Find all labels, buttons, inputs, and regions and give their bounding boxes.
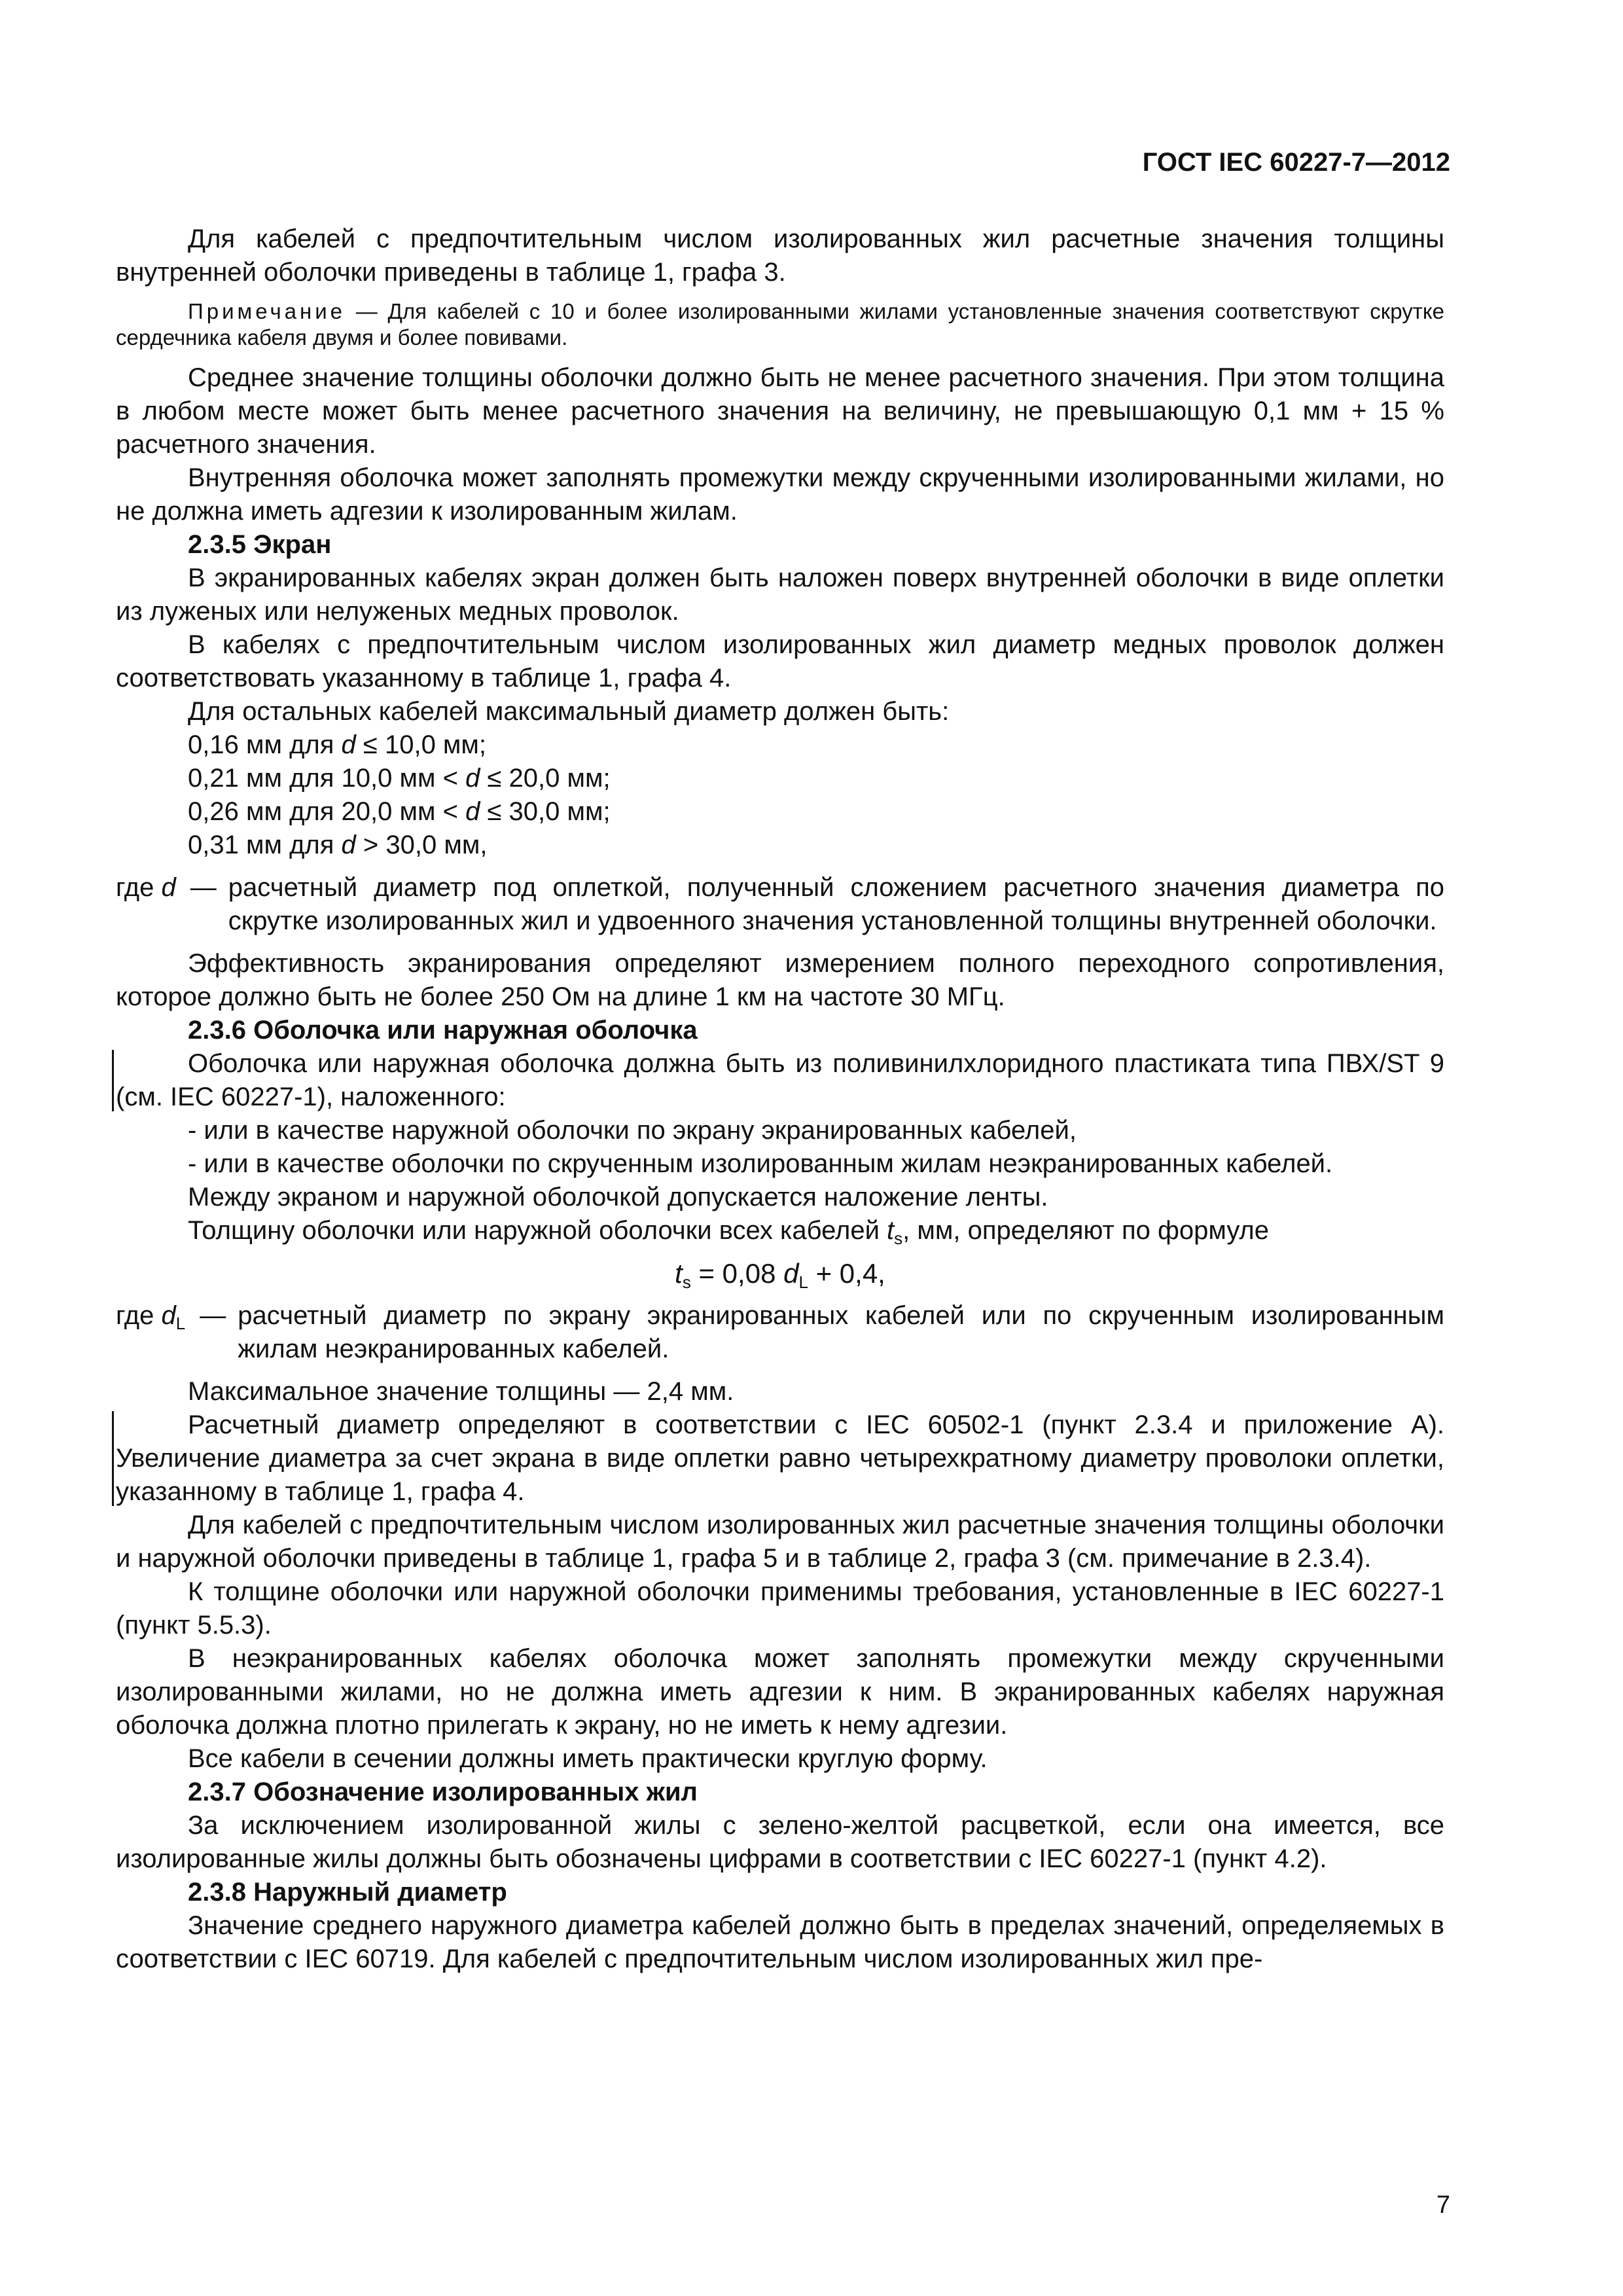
paragraph: Между экраном и наружной оболочкой допускается наложение ленты. <box>188 1183 1048 1211</box>
formula: $t_s = 0,08$ $d_L + 0,4$, <box>675 1258 885 1292</box>
paragraph: В экранированных кабелях экран должен быть наложен поверх внутренней оболочки в виде оплетки из луженых или нелуженых медных проволок. <box>116 564 1444 626</box>
definition-text: расчетный диаметр по экрану экранированных кабелей или по скрученным изолированным жилам неэкранированных кабелей. <box>238 1301 1444 1363</box>
definition-text: расчетный диаметр под оплеткой, полученный сложением расчетного значения диаметра по скрутке изолированных жил и удвоенного значения установленной толщины внутренней оболочки. <box>228 873 1444 935</box>
paragraph: Для остальных кабелей максимальный диаметр должен быть: <box>188 697 950 726</box>
paragraph: Для кабелей с предпочтительным числом изолированных жил расчетные значения толщины оболочки и наружной оболочки приведены в таблице 1, графа 5 и в таблице 2, графа 3 (см. примечание в 2.3.4). <box>116 1511 1444 1573</box>
list-item: - или в качестве оболочки по скрученным изолированным жилам неэкранированных кабелей. <box>188 1149 1333 1178</box>
list-item: 0,21 мм для 10,0 мм < d ≤ 20,0 мм; <box>188 764 611 793</box>
section-heading-2-3-7: 2.3.7 Обозначение изолированных жил <box>188 1778 698 1806</box>
paragraph-revised: Расчетный диаметр определяют в соответствии с IEC 60502-1 (пункт 2.3.4 и приложение А). Увеличение диаметра за счет экрана в виде оплетки равно четырехкратному диаметру проволоки оплетки, указанному в таблице 1, графа 4. <box>116 1408 1444 1509</box>
paragraph: Для кабелей с предпочтительным числом изолированных жил расчетные значения толщины внутренней оболочки приведены в таблице 1, графа 3. <box>116 224 1444 287</box>
note-text: — Для кабелей с 10 и более изолированными жилами установленные значения соответствуют скрутке сердечника кабеля двумя и более повивами. <box>116 299 1444 350</box>
paragraph: Значение среднего наружного диаметра кабелей должно быть в пределах значений, определяемых в соответствии с IEC 60719. Для кабелей с предпочтительным числом изолированных жил пре- <box>116 1911 1444 1973</box>
page-number: 7 <box>1436 2191 1450 2219</box>
definition-dl: где $d_L$ — расчетный диаметр по экрану экранированных кабелей или по скрученным изолированным жилам неэкранированных кабелей. <box>116 1299 1444 1366</box>
paragraph: Максимальное значение толщины — 2,4 мм. <box>188 1377 734 1406</box>
paragraph: Эффективность экранирования определяют измерением полного переходного сопротивления, которое должно быть не более 250 Ом на длине 1 км на частоте 30 МГц. <box>116 949 1444 1011</box>
list-item: 0,26 мм для 20,0 мм < d ≤ 30,0 мм; <box>188 797 611 826</box>
section-heading-2-3-5: 2.3.5 Экран <box>188 530 332 559</box>
paragraph: В кабелях с предпочтительным числом изолированных жил диаметр медных проволок должен соответствовать указанному в таблице 1, графа 4. <box>116 630 1444 692</box>
note <box>116 298 1444 351</box>
list-item: 0,31 мм для d > 30,0 мм, <box>188 831 488 859</box>
paragraph: Все кабели в сечении должны иметь практически круглую форму. <box>188 1744 988 1773</box>
list-item: 0,16 мм для d ≤ 10,0 мм; <box>188 730 487 759</box>
document-body <box>116 223 1444 1976</box>
paragraph: Среднее значение толщины оболочки должно быть не менее расчетного значения. При этом толщина в любом месте может быть менее расчетного значения на величину, не превышающую 0,1 мм + 15 % расчетного значения. <box>116 363 1444 459</box>
definition-key: где d <box>116 873 176 902</box>
paragraph: Внутренняя оболочка может заполнять промежутки между скрученными изолированными жилами, но не должна иметь адгезии к изолированным жилам. <box>116 463 1444 526</box>
paragraph: К толщине оболочки или наружной оболочки применимы требования, установленные в IEC 60227-1 (пункт 5.5.3). <box>116 1577 1444 1640</box>
document-header: ГОСТ IEC 60227-7—2012 <box>1142 148 1450 177</box>
section-heading-2-3-6: 2.3.6 Оболочка или наружная оболочка <box>188 1016 698 1045</box>
paragraph: В неэкранированных кабелях оболочка может заполнять промежутки между скрученными изолированными жилами, но не должна иметь адгезии к ним. В экранированных кабелях наружная оболочка должна плотно прилегать к экрану, но не иметь к нему адгезии. <box>116 1644 1444 1740</box>
paragraph: За исключением изолированной жилы с зелено-желтой расцветкой, если она имеется, все изолированные жилы должны быть обозначены цифрами в соответствии с IEC 60227-1 (пункт 4.2). <box>116 1811 1444 1873</box>
definition-d: где d — расчетный диаметр под оплеткой, полученный сложением расчетного значения диаметра по скрутке изолированных жил и удвоенного значения установленной толщины внутренней оболочки. <box>116 871 1444 938</box>
section-heading-2-3-8: 2.3.8 Наружный диаметр <box>188 1878 507 1907</box>
note-label: Примечание <box>188 299 346 323</box>
paragraph-revised: Оболочка или наружная оболочка должна быть из поливинилхлоридного пластиката типа ПВХ/ST 9 (см. IEC 60227-1), наложенного: <box>116 1047 1444 1114</box>
definition-key: где $d_L$ <box>116 1301 186 1333</box>
paragraph: Толщину оболочки или наружной оболочки всех кабелей $t_s$, мм, определяют по формуле <box>188 1216 1270 1248</box>
list-item: - или в качестве наружной оболочки по экрану экранированных кабелей, <box>188 1116 1077 1145</box>
